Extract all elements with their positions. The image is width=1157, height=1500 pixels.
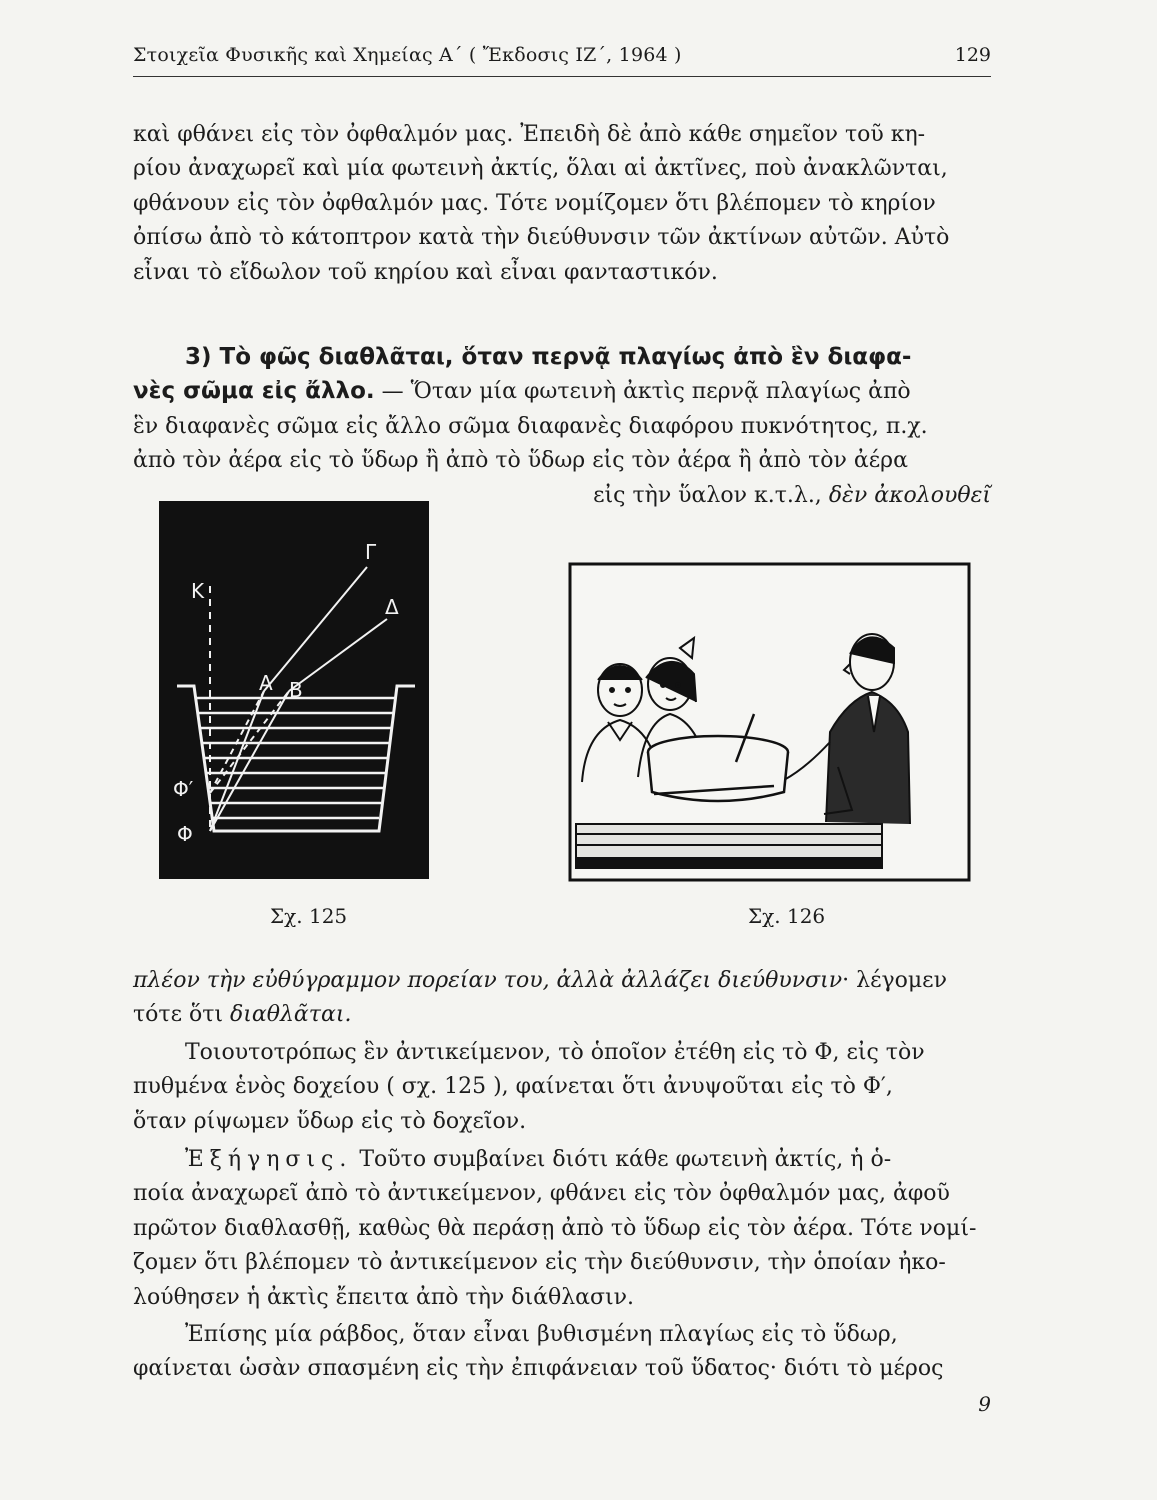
- label-delta: Δ: [385, 595, 399, 619]
- section-heading-line1: 3) Τὸ φῶς διαθλᾶται, ὅταν περνᾷ πλαγίως ἀπὸ ἓν διαφα-: [185, 344, 912, 370]
- text-line: πρῶτον διαθλασθῇ, καθὼς θὰ περάσῃ ἀπὸ τὸ ὕδωρ εἰς τὸν ἀέρα. Τότε νομί-: [133, 1215, 977, 1241]
- text-span: Ὅταν μία φωτεινὴ ἀκτὶς περνᾷ πλαγίως ἀπὸ: [410, 379, 911, 405]
- running-header: [133, 42, 991, 77]
- text-line: φαίνεται ὡσὰν σπασμένη εἰς τὴν ἐπιφάνειαν τοῦ ὕδατος· διότι τὸ μέρος: [133, 1356, 944, 1382]
- text-line: ἀπὸ τὸν ἀέρα εἰς τὸ ὕδωρ ἢ ἀπὸ τὸ ὕδωρ εἰς τὸν ἀέρα ἢ ἀπὸ τὸν ἀέρα: [133, 448, 908, 474]
- text-span: Τοῦτο συμβαίνει διότι κάθε φωτεινὴ ἀκτίς, ἡ ὁ-: [352, 1147, 892, 1172]
- text-line: [133, 998, 991, 1032]
- explanation-paragraph: [133, 1143, 991, 1315]
- text-line: φθάνουν εἰς τὸν ὀφθαλμόν μας. Τότε νομίζομεν ὅτι βλέπομεν τὸ κηρίον: [133, 190, 936, 216]
- text-line: ὅταν ρίψωμεν ὕδωρ εἰς τὸ δοχεῖον.: [133, 1108, 527, 1134]
- text-span: τότε ὅτι: [133, 1002, 231, 1028]
- intro-paragraph: [133, 118, 991, 290]
- book-title: Στοιχεῖα Φυσικῆς καὶ Χημείας Α΄ ( Ἔκδοσις ΙΖ΄, 1964 ): [133, 44, 682, 66]
- page-number: 129: [954, 44, 991, 66]
- text-line: [133, 374, 991, 409]
- figure-125-refraction-diagram: [159, 501, 429, 879]
- text-line: εἶναι τὸ εἴδωλον τοῦ κηρίου καὶ εἶναι φανταστικόν.: [133, 259, 718, 285]
- text-line: πυθμένα ἑνὸς δοχείου ( σχ. 125 ), φαίνεται ὅτι ἀνυψοῦται εἰς τὸ Φ′,: [133, 1074, 893, 1100]
- section-3: [133, 340, 991, 513]
- label-phi-prime: Φ′: [173, 777, 194, 801]
- example-paragraph: [133, 1036, 991, 1139]
- caption-fig-125: Σχ. 125: [270, 904, 348, 928]
- rod-paragraph: [133, 1318, 991, 1387]
- label-k: K: [191, 579, 205, 603]
- text-line: ὀπίσω ἀπὸ τὸ κάτοπτρον κατὰ τὴν διεύθυνσιν τῶν ἀκτίνων αὐτῶν. Αὐτὸ: [133, 225, 950, 251]
- dash: —: [374, 379, 411, 405]
- text-line: λούθησεν ἡ ἀκτὶς ἔπειτα ἀπὸ τὴν διάθλασιν.: [133, 1284, 635, 1310]
- label-phi: Φ: [177, 822, 193, 846]
- text-line: ἓν διαφανὲς σῶμα εἰς ἄλλο σῶμα διαφανὲς διαφόρου πυκνότητος, π.χ.: [133, 413, 928, 439]
- text-line: ρίου ἀναχωρεῖ καὶ μία φωτεινὴ ἀκτίς, ὅλαι αἱ ἀκτῖνες, ποὺ ἀνακλῶνται,: [133, 156, 948, 182]
- label-beta: B: [289, 678, 303, 702]
- label-alpha: Α: [259, 671, 273, 695]
- text-line: [133, 1143, 991, 1177]
- caption-fig-126: Σχ. 126: [748, 904, 826, 928]
- label-gamma: Γ: [365, 540, 377, 564]
- figure-126-illustration: [568, 562, 971, 882]
- table: [576, 824, 882, 868]
- text-span: · λέγομεν: [842, 968, 947, 993]
- refraction-definition: [133, 964, 991, 1033]
- signature-mark: 9: [978, 1392, 991, 1416]
- text-line: ζομεν ὅτι βλέπομεν τὸ ἀντικείμενον εἰς τὴν διεύθυνσιν, τὴν ὁποίαν ἠκο-: [133, 1250, 946, 1276]
- text-line: [133, 964, 991, 998]
- text-span: εἰς τὴν ὕαλον κ.τ.λ.,: [593, 482, 829, 508]
- text-line: Τοιουτοτρόπως ἓν ἀντικείμενον, τὸ ὁποῖον ἐτέθη εἰς τὸ Φ, εἰς τὸν: [185, 1040, 925, 1065]
- section-heading-line2: νὲς σῶμα εἰς ἄλλο.: [133, 378, 375, 405]
- section-heading: [133, 340, 991, 374]
- text-span-italic: δὲν ἀκολουθεῖ: [828, 482, 991, 508]
- text-line: ποία ἀναχωρεῖ ἀπὸ τὸ ἀντικείμενον, φθάνει εἰς τὸν ὀφθαλμόν μας, ἀφοῦ: [133, 1181, 950, 1207]
- text-line: καὶ φθάνει εἰς τὸν ὀφθαλμόν μας. Ἐπειδὴ δὲ ἀπὸ κάθε σημεῖον τοῦ κη-: [133, 122, 926, 147]
- explanation-label: Ἐξήγησις.: [185, 1147, 353, 1172]
- text-line: Ἐπίσης μία ράβδος, ὅταν εἶναι βυθισμένη πλαγίως εἰς τὸ ὕδωρ,: [185, 1322, 898, 1347]
- text-span-italic: διαθλᾶται.: [230, 1002, 352, 1028]
- text-span-italic: πλέον τὴν εὐθύγραμμον πορείαν του, ἀλλὰ ἀλλάζει διεύθυνσιν: [133, 968, 843, 993]
